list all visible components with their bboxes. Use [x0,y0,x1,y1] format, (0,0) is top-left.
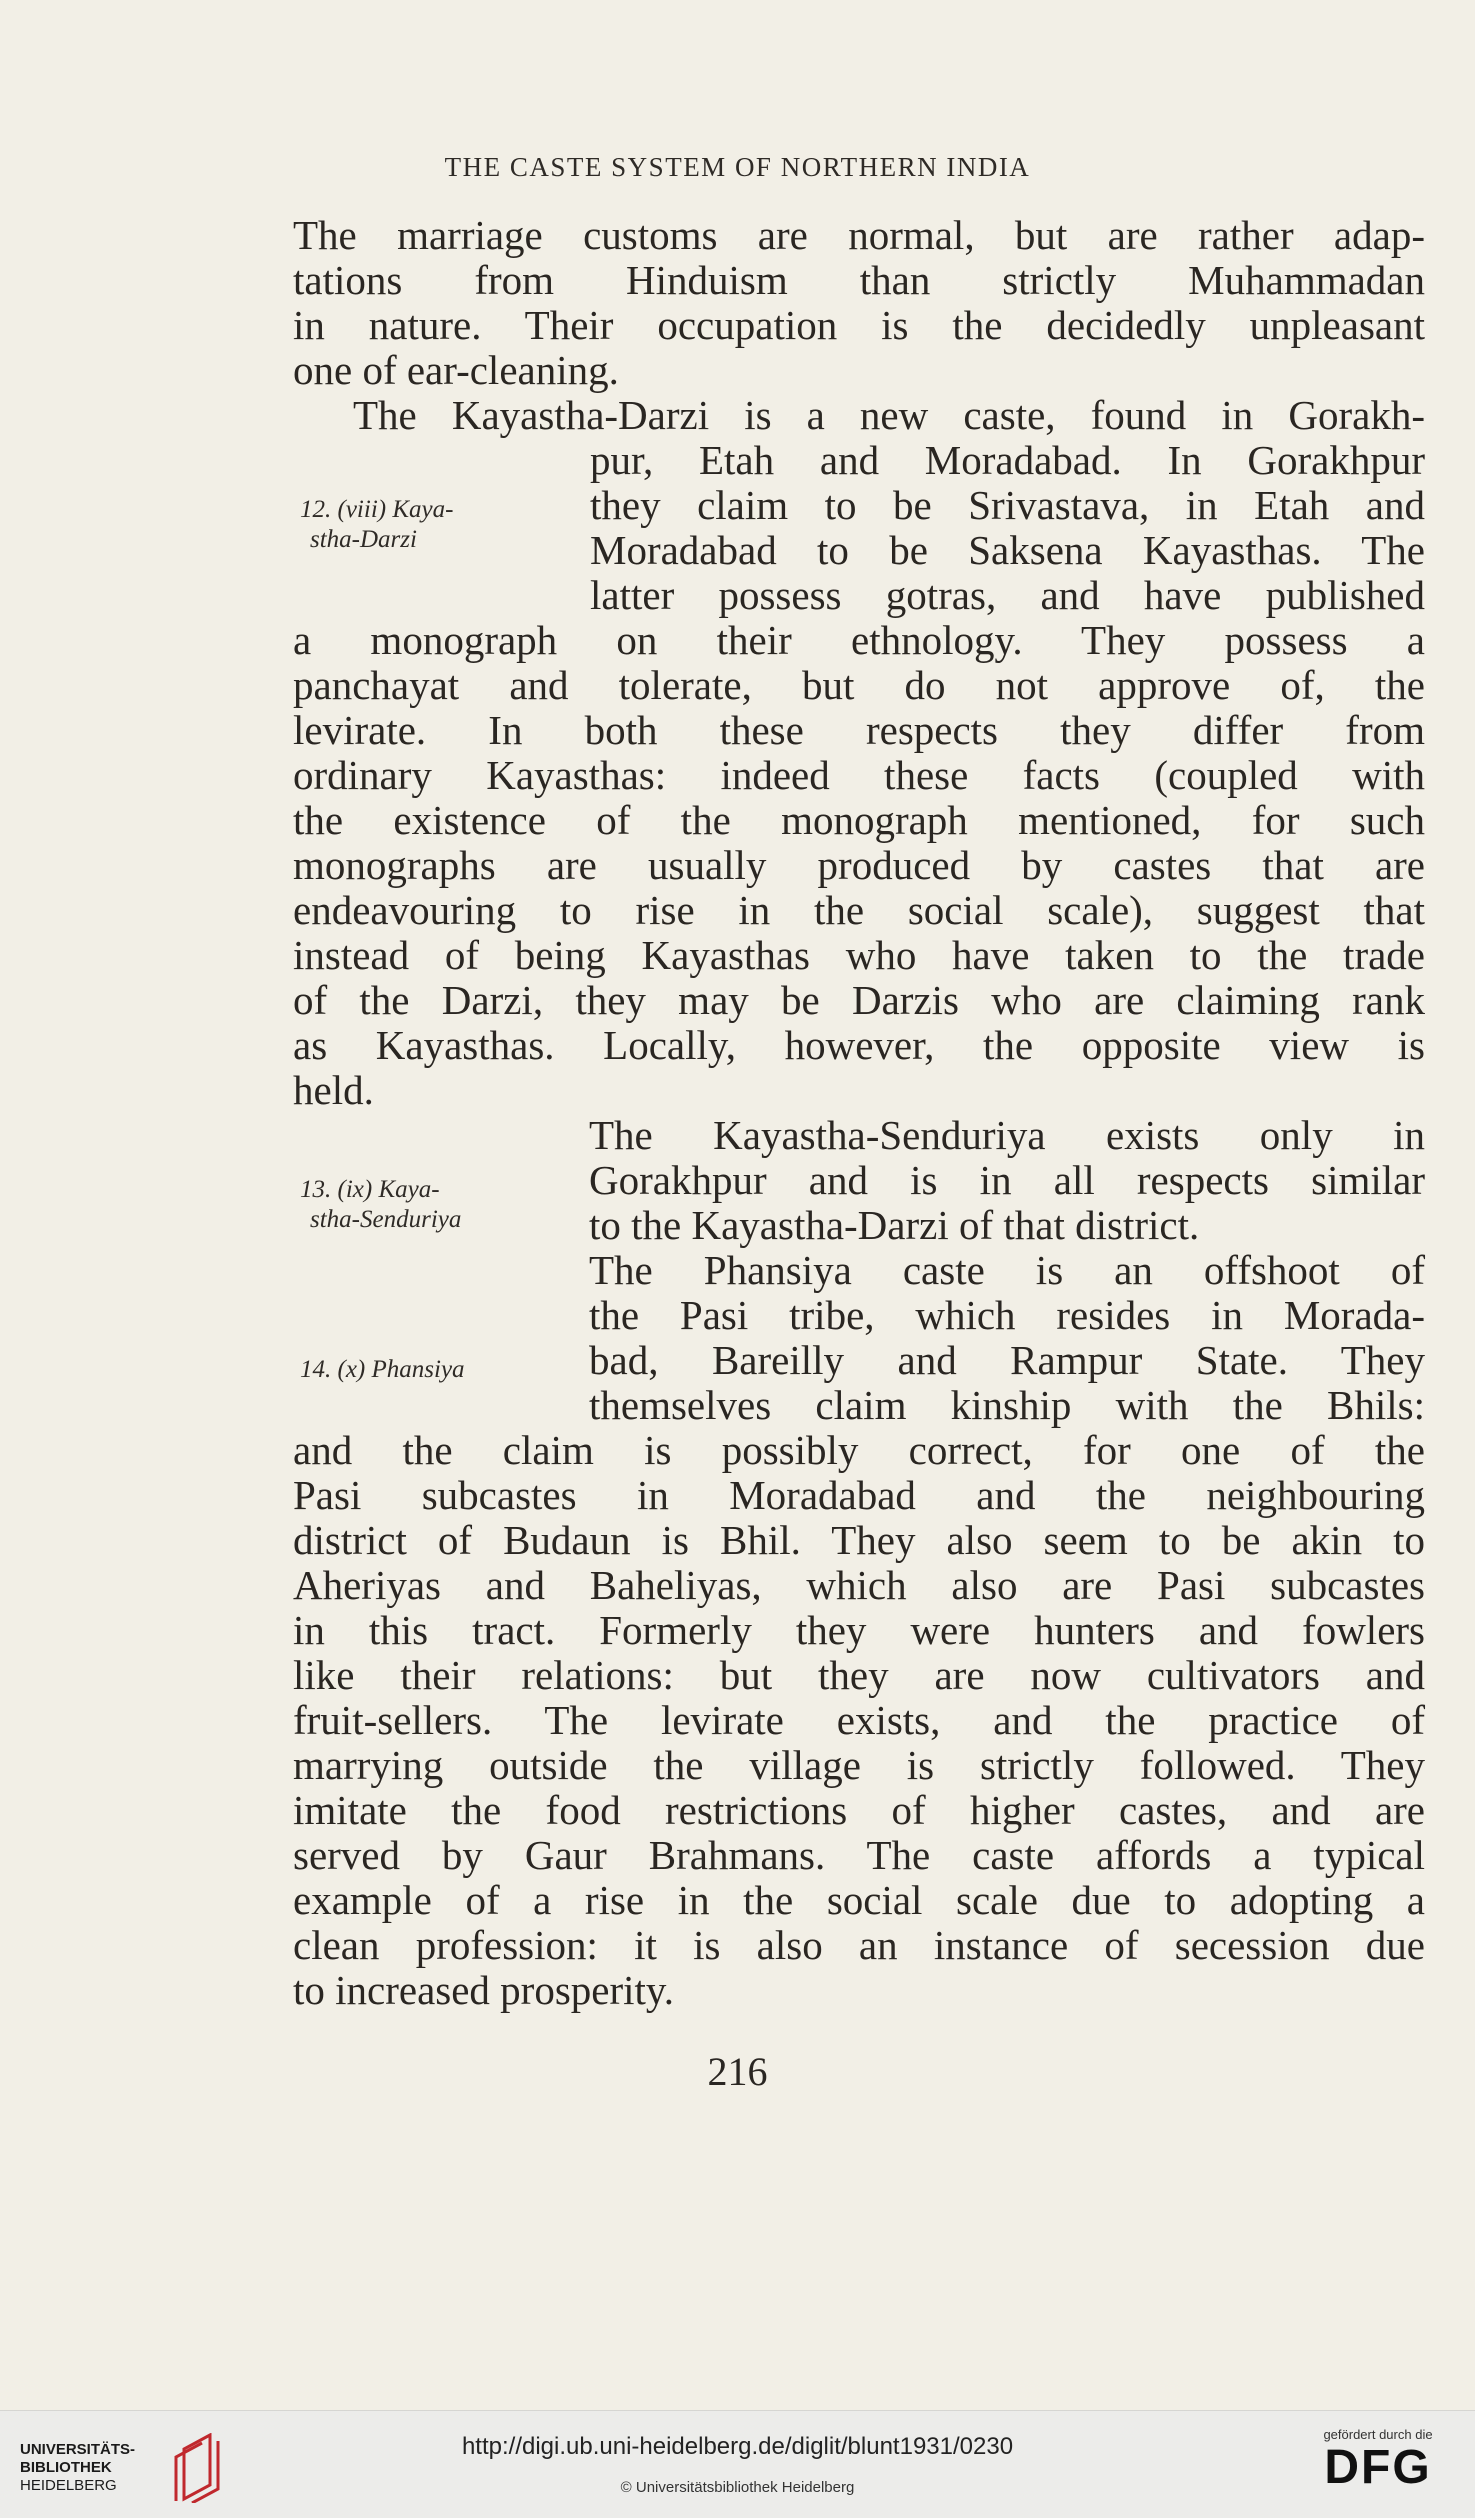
text-line: imitate the food restrictions of higher castes, and are [293,1787,1425,1833]
library-name-line: UNIVERSITÄTS- [20,2441,136,2458]
library-name-line: HEIDELBERG [20,2477,117,2494]
body-text [293,213,1425,2013]
text-line: marrying outside the village is strictly followed. They [293,1742,1425,1788]
text-line: The Phansiya caste is an offshoot of [589,1247,1425,1293]
text-line: the Pasi tribe, which resides in Morada- [589,1292,1425,1338]
margin-note-line: 14. (x) Phansiya [300,1356,465,1383]
text-line: served by Gaur Brahmans. The caste affords a typical [293,1832,1425,1878]
dfg-logo: DFG [1324,2441,1432,2494]
text-line: of the Darzi, they may be Darzis who are claiming rank [293,977,1425,1023]
text-line: Aheriyas and Baheliyas, which also are Pasi subcastes [293,1562,1425,1608]
text-line: themselves claim kinship with the Bhils: [589,1382,1425,1428]
footer-bar [0,2410,1475,2518]
margin-note-kayastha-senduriya [300,1175,461,1235]
margin-note-line: stha-Darzi [310,526,417,553]
copyright-note: © Universitätsbibliothek Heidelberg [620,2479,855,2496]
funder-logo[interactable] [1303,2427,1453,2494]
text-line: held. [293,1067,374,1113]
margin-note-kayastha-darzi [300,495,453,555]
text-line: Moradabad to be Saksena Kayasthas. The [590,527,1425,573]
text-line: a monograph on their ethnology. They possess a [293,617,1425,663]
text-line: instead of being Kayasthas who have taken to the trade [293,932,1425,978]
margin-note-line: 12. (viii) Kaya- [300,496,454,523]
text-line: to increased prosperity. [293,1967,675,2013]
text-line: district of Budaun is Bhil. They also seem to be akin to [293,1517,1425,1563]
text-line: to the Kayastha-Darzi of that district. [589,1202,1200,1248]
text-line: The Kayastha-Darzi is a new caste, found in Gorakh- [353,392,1425,438]
text-line: as Kayasthas. Locally, however, the opposite view is [293,1022,1425,1068]
text-line: pur, Etah and Moradabad. In Gorakhpur [590,437,1425,483]
text-line: they claim to be Srivastava, in Etah and [590,482,1425,528]
library-name-line: BIBLIOTHEK [20,2459,112,2476]
text-line: clean profession: it is also an instance of secession due [293,1922,1425,1968]
text-line: endeavouring to rise in the social scale), suggest that [293,887,1425,933]
text-line: tations from Hinduism than strictly Muhammadan [293,257,1425,303]
page-number: 216 [707,2049,768,2094]
text-line: The marriage customs are normal, but are rather adap- [293,212,1425,258]
text-line: panchayat and tolerate, but do not approve of, the [293,662,1425,708]
text-line: the existence of the monograph mentioned, for such [293,797,1425,843]
text-line: Gorakhpur and is in all respects similar [589,1157,1425,1203]
text-line: ordinary Kayasthas: indeed these facts (coupled with [293,752,1425,798]
text-line: bad, Bareilly and Rampur State. They [589,1337,1425,1383]
page-url-link[interactable]: http://digi.ub.uni-heidelberg.de/diglit/blunt1931/0230 [461,2433,1014,2460]
margin-note-line: 13. (ix) Kaya- [300,1176,440,1203]
text-line: latter possess gotras, and have published [590,572,1425,618]
text-line: monographs are usually produced by castes that are [293,842,1425,888]
text-line: The Kayastha-Senduriya exists only in [589,1112,1425,1158]
text-line: and the claim is possibly correct, for one of the [293,1427,1425,1473]
text-line: fruit-sellers. The levirate exists, and the practice of [293,1697,1425,1743]
running-head: THE CASTE SYSTEM OF NORTHERN INDIA [444,152,1031,182]
text-line: example of a rise in the social scale due to adopting a [293,1877,1425,1923]
text-line: in nature. Their occupation is the decidedly unpleasant [293,302,1425,348]
margin-note-phansiya [300,1355,465,1385]
text-line: levirate. In both these respects they differ from [293,707,1425,753]
funder-note: gefördert durch die [1323,2427,1433,2442]
text-line: in this tract. Formerly they were hunters and fowlers [293,1607,1425,1653]
text-line: Pasi subcastes in Moradabad and the neighbouring [293,1472,1425,1518]
text-line: like their relations: but they are now cultivators and [293,1652,1425,1698]
margin-note-line: stha-Senduriya [310,1206,462,1233]
text-line: one of ear-cleaning. [293,347,619,393]
